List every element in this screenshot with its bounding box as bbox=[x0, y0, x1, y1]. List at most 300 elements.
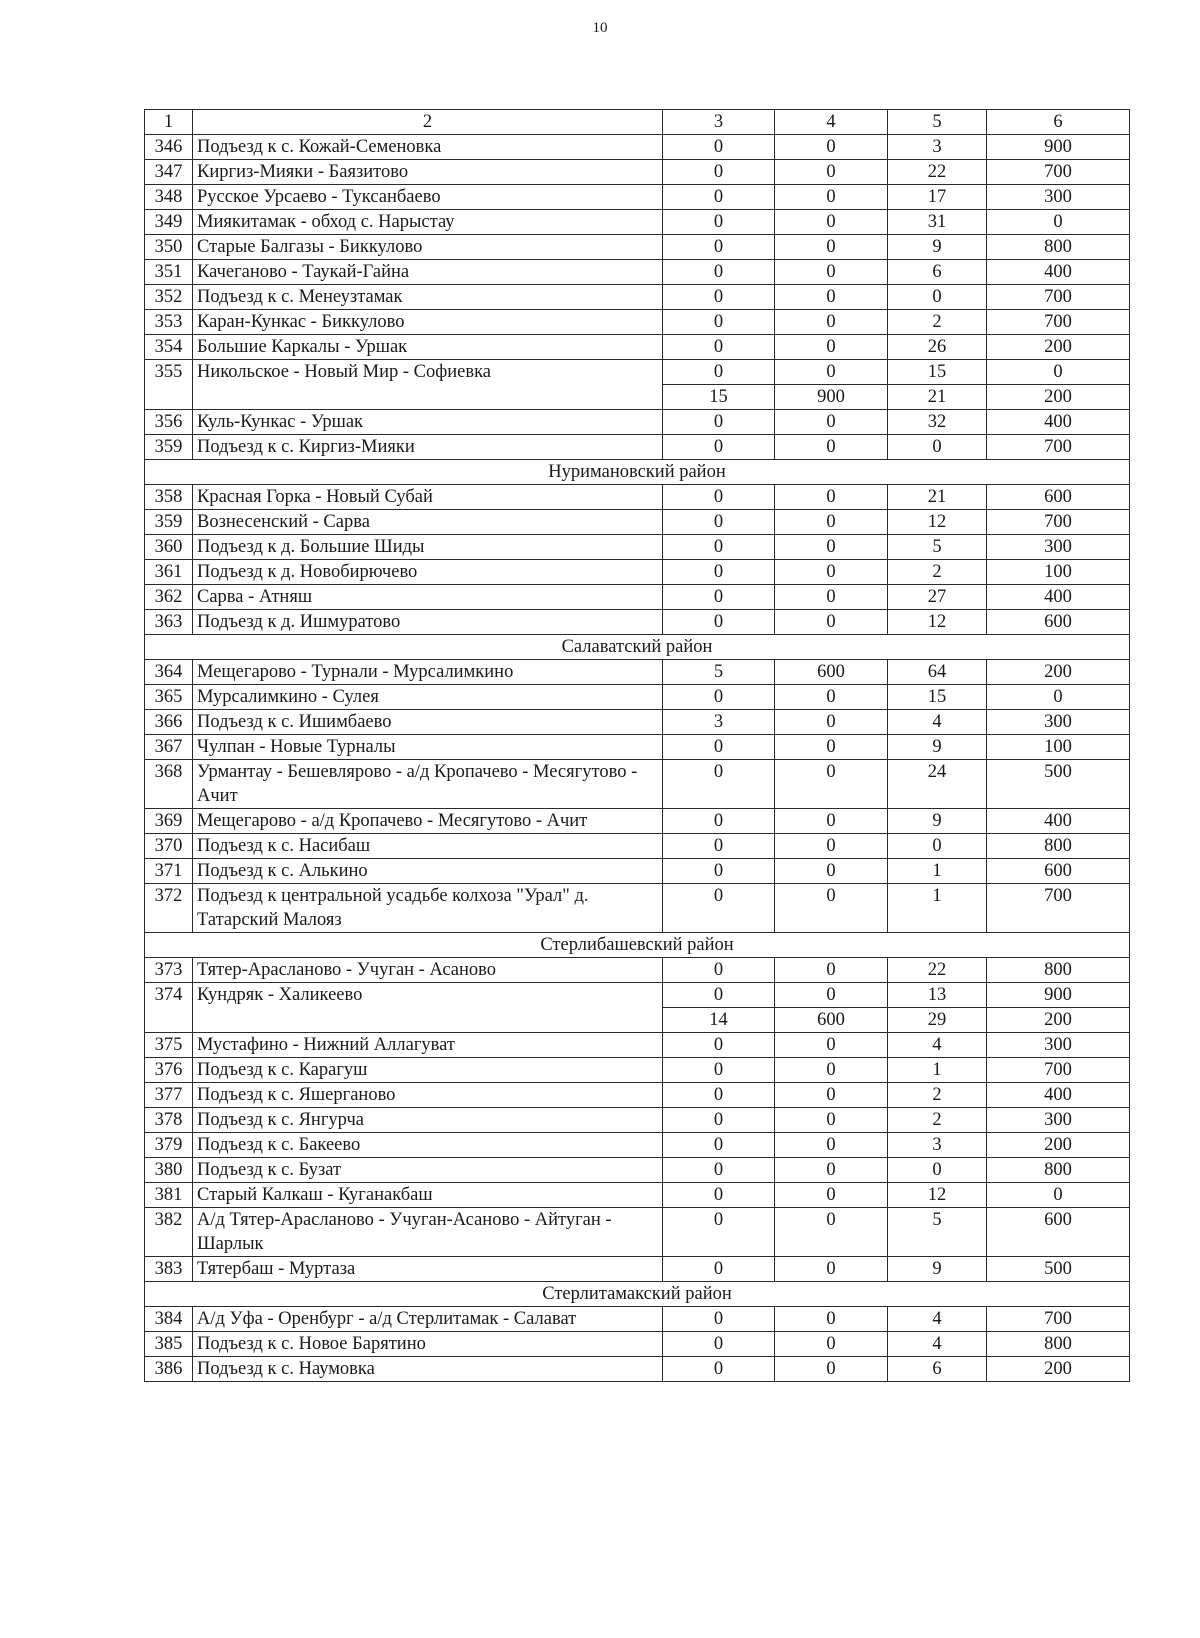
value-col-4: 0 bbox=[775, 360, 888, 385]
road-name: Каран-Кункас - Биккулово bbox=[193, 310, 663, 335]
table-row bbox=[145, 1208, 1130, 1257]
table-row bbox=[145, 510, 1130, 535]
value-col-6: 700 bbox=[987, 285, 1130, 310]
value-col-6: 500 bbox=[987, 760, 1130, 809]
page-number: 10 bbox=[592, 20, 608, 36]
table-row bbox=[145, 435, 1130, 460]
value-col-4: 0 bbox=[775, 983, 888, 1008]
road-name: Киргиз-Мияки - Баязитово bbox=[193, 160, 663, 185]
table-row bbox=[145, 285, 1130, 310]
table-row bbox=[145, 1033, 1130, 1058]
row-number: 375 bbox=[145, 1033, 193, 1058]
value-col-4: 0 bbox=[775, 884, 888, 933]
value-col-6: 300 bbox=[987, 710, 1130, 735]
table-row bbox=[145, 1357, 1130, 1382]
value-col-3: 0 bbox=[663, 585, 775, 610]
road-name: Вознесенский - Сарва bbox=[193, 510, 663, 535]
value-col-5: 4 bbox=[888, 710, 987, 735]
road-name: Подъезд к с. Алькино bbox=[193, 859, 663, 884]
table-row bbox=[145, 360, 1130, 385]
value-col-4: 0 bbox=[775, 1307, 888, 1332]
value-col-5: 0 bbox=[888, 1158, 987, 1183]
table-row bbox=[145, 210, 1130, 235]
value-col-6: 500 bbox=[987, 1257, 1130, 1282]
value-col-6: 400 bbox=[987, 585, 1130, 610]
district-heading-row bbox=[145, 460, 1130, 485]
value-col-4: 0 bbox=[775, 958, 888, 983]
road-name: Подъезд к с. Киргиз-Мияки bbox=[193, 435, 663, 460]
value-col-3: 0 bbox=[663, 310, 775, 335]
road-name: А/д Тятер-Арасланово - Учуган-Асаново - Айтуган - Шарлык bbox=[193, 1208, 663, 1257]
district-heading-row bbox=[145, 933, 1130, 958]
value-col-3: 0 bbox=[663, 1307, 775, 1332]
road-name: Подъезд к с. Насибаш bbox=[193, 834, 663, 859]
value-col-5: 6 bbox=[888, 1357, 987, 1382]
value-col-5: 9 bbox=[888, 735, 987, 760]
value-col-4: 0 bbox=[775, 1108, 888, 1133]
table-row bbox=[145, 310, 1130, 335]
table-row bbox=[145, 884, 1130, 933]
value-col-3: 0 bbox=[663, 510, 775, 535]
value-col-4: 0 bbox=[775, 485, 888, 510]
row-number: 373 bbox=[145, 958, 193, 983]
value-col-3: 0 bbox=[663, 809, 775, 834]
road-name: Подъезд к центральной усадьбе колхоза "Урал" д. Татарский Малояз bbox=[193, 884, 663, 933]
road-name: Подъезд к д. Новобирючево bbox=[193, 560, 663, 585]
table-row bbox=[145, 1108, 1130, 1133]
value-col-5: 64 bbox=[888, 660, 987, 685]
road-name: Старые Балгазы - Биккулово bbox=[193, 235, 663, 260]
table-row bbox=[145, 585, 1130, 610]
header-cell: 2 bbox=[193, 110, 663, 135]
row-number: 354 bbox=[145, 335, 193, 360]
table-row bbox=[145, 1133, 1130, 1158]
value-col-4: 0 bbox=[775, 285, 888, 310]
value-col-4: 0 bbox=[775, 135, 888, 160]
value-col-5: 31 bbox=[888, 210, 987, 235]
value-col-6: 400 bbox=[987, 410, 1130, 435]
value-col-5: 15 bbox=[888, 685, 987, 710]
value-col-3: 0 bbox=[663, 685, 775, 710]
road-name: Никольское - Новый Мир - Софиевка bbox=[193, 360, 663, 410]
road-name: Подъезд к с. Бакеево bbox=[193, 1133, 663, 1158]
value-col-5: 21 bbox=[888, 385, 987, 410]
value-col-5: 9 bbox=[888, 1257, 987, 1282]
row-number: 372 bbox=[145, 884, 193, 933]
value-col-6: 200 bbox=[987, 1357, 1130, 1382]
road-name: Чулпан - Новые Турналы bbox=[193, 735, 663, 760]
value-col-4: 0 bbox=[775, 335, 888, 360]
district-heading: Стерлитамакский район bbox=[145, 1282, 1130, 1307]
road-name: Подъезд к с. Бузат bbox=[193, 1158, 663, 1183]
row-number: 377 bbox=[145, 1083, 193, 1108]
value-col-3: 0 bbox=[663, 884, 775, 933]
value-col-3: 0 bbox=[663, 610, 775, 635]
value-col-4: 0 bbox=[775, 1257, 888, 1282]
value-col-4: 0 bbox=[775, 809, 888, 834]
value-col-5: 0 bbox=[888, 435, 987, 460]
row-number: 380 bbox=[145, 1158, 193, 1183]
value-col-6: 700 bbox=[987, 1307, 1130, 1332]
table-row bbox=[145, 260, 1130, 285]
road-name: Подъезд к с. Ишимбаево bbox=[193, 710, 663, 735]
row-number: 359 bbox=[145, 435, 193, 460]
row-number: 356 bbox=[145, 410, 193, 435]
road-name: Сарва - Атняш bbox=[193, 585, 663, 610]
row-number: 378 bbox=[145, 1108, 193, 1133]
value-col-4: 0 bbox=[775, 834, 888, 859]
value-col-5: 4 bbox=[888, 1332, 987, 1357]
road-name: Миякитамак - обход с. Нарыстау bbox=[193, 210, 663, 235]
row-number: 379 bbox=[145, 1133, 193, 1158]
value-col-3: 15 bbox=[663, 385, 775, 410]
table-row bbox=[145, 185, 1130, 210]
row-number: 364 bbox=[145, 660, 193, 685]
row-number: 365 bbox=[145, 685, 193, 710]
value-col-5: 13 bbox=[888, 983, 987, 1008]
value-col-5: 12 bbox=[888, 610, 987, 635]
value-col-4: 0 bbox=[775, 435, 888, 460]
table-row bbox=[145, 560, 1130, 585]
value-col-6: 600 bbox=[987, 610, 1130, 635]
value-col-4: 0 bbox=[775, 1332, 888, 1357]
value-col-4: 0 bbox=[775, 710, 888, 735]
value-col-5: 0 bbox=[888, 285, 987, 310]
value-col-3: 0 bbox=[663, 1083, 775, 1108]
road-name: Подъезд к с. Карагуш bbox=[193, 1058, 663, 1083]
value-col-4: 0 bbox=[775, 760, 888, 809]
value-col-4: 0 bbox=[775, 185, 888, 210]
value-col-4: 0 bbox=[775, 260, 888, 285]
value-col-3: 3 bbox=[663, 710, 775, 735]
value-col-6: 200 bbox=[987, 1133, 1130, 1158]
value-col-6: 0 bbox=[987, 1183, 1130, 1208]
value-col-6: 300 bbox=[987, 185, 1130, 210]
value-col-4: 0 bbox=[775, 1058, 888, 1083]
value-col-3: 0 bbox=[663, 285, 775, 310]
value-col-6: 700 bbox=[987, 1058, 1130, 1083]
value-col-6: 900 bbox=[987, 135, 1130, 160]
table-row bbox=[145, 1257, 1130, 1282]
value-col-4: 0 bbox=[775, 235, 888, 260]
value-col-6: 400 bbox=[987, 1083, 1130, 1108]
road-name: Подъезд к с. Менеузтамак bbox=[193, 285, 663, 310]
value-col-4: 0 bbox=[775, 610, 888, 635]
road-name: Тятер-Арасланово - Учуган - Асаново bbox=[193, 958, 663, 983]
value-col-5: 22 bbox=[888, 160, 987, 185]
value-col-5: 9 bbox=[888, 235, 987, 260]
table-row bbox=[145, 1058, 1130, 1083]
table-row bbox=[145, 160, 1130, 185]
header-cell: 3 bbox=[663, 110, 775, 135]
table-row bbox=[145, 710, 1130, 735]
value-col-6: 100 bbox=[987, 735, 1130, 760]
value-col-6: 700 bbox=[987, 510, 1130, 535]
table-row bbox=[145, 610, 1130, 635]
road-name: Подъезд к д. Ишмуратово bbox=[193, 610, 663, 635]
value-col-3: 0 bbox=[663, 535, 775, 560]
row-number: 371 bbox=[145, 859, 193, 884]
value-col-6: 0 bbox=[987, 210, 1130, 235]
value-col-4: 0 bbox=[775, 410, 888, 435]
table-header-row bbox=[145, 110, 1130, 135]
row-number: 376 bbox=[145, 1058, 193, 1083]
value-col-3: 0 bbox=[663, 1183, 775, 1208]
district-heading-row bbox=[145, 1282, 1130, 1307]
value-col-3: 0 bbox=[663, 160, 775, 185]
road-name: Подъезд к с. Яшерганово bbox=[193, 1083, 663, 1108]
value-col-6: 600 bbox=[987, 859, 1130, 884]
value-col-5: 3 bbox=[888, 1133, 987, 1158]
value-col-5: 29 bbox=[888, 1008, 987, 1033]
value-col-4: 0 bbox=[775, 310, 888, 335]
value-col-3: 0 bbox=[663, 859, 775, 884]
value-col-6: 300 bbox=[987, 1108, 1130, 1133]
value-col-5: 1 bbox=[888, 884, 987, 933]
row-number: 352 bbox=[145, 285, 193, 310]
value-col-5: 6 bbox=[888, 260, 987, 285]
road-name: Урмантау - Бешевлярово - а/д Кропачево - Месягутово - Ачит bbox=[193, 760, 663, 809]
value-col-4: 0 bbox=[775, 560, 888, 585]
value-col-3: 0 bbox=[663, 958, 775, 983]
table-row bbox=[145, 1183, 1130, 1208]
row-number: 386 bbox=[145, 1357, 193, 1382]
value-col-5: 2 bbox=[888, 560, 987, 585]
value-col-3: 0 bbox=[663, 1208, 775, 1257]
value-col-6: 900 bbox=[987, 983, 1130, 1008]
row-number: 359 bbox=[145, 510, 193, 535]
value-col-4: 0 bbox=[775, 1033, 888, 1058]
value-col-5: 24 bbox=[888, 760, 987, 809]
table-row bbox=[145, 735, 1130, 760]
value-col-6: 300 bbox=[987, 1033, 1130, 1058]
value-col-6: 800 bbox=[987, 958, 1130, 983]
value-col-4: 0 bbox=[775, 1083, 888, 1108]
row-number: 363 bbox=[145, 610, 193, 635]
table-row bbox=[145, 760, 1130, 809]
road-name: Подъезд к с. Новое Барятино bbox=[193, 1332, 663, 1357]
value-col-3: 14 bbox=[663, 1008, 775, 1033]
road-name: Старый Калкаш - Куганакбаш bbox=[193, 1183, 663, 1208]
road-name: Русское Урсаево - Туксанбаево bbox=[193, 185, 663, 210]
road-name: Мещегарово - Турнали - Мурсалимкино bbox=[193, 660, 663, 685]
value-col-3: 0 bbox=[663, 260, 775, 285]
table-row bbox=[145, 1307, 1130, 1332]
row-number: 360 bbox=[145, 535, 193, 560]
value-col-3: 0 bbox=[663, 185, 775, 210]
road-name: Кундряк - Халикеево bbox=[193, 983, 663, 1033]
value-col-4: 0 bbox=[775, 160, 888, 185]
row-number: 358 bbox=[145, 485, 193, 510]
table-row bbox=[145, 335, 1130, 360]
header-cell: 6 bbox=[987, 110, 1130, 135]
road-name: Мустафино - Нижний Аллагуват bbox=[193, 1033, 663, 1058]
table-row bbox=[145, 958, 1130, 983]
value-col-3: 0 bbox=[663, 1058, 775, 1083]
value-col-4: 0 bbox=[775, 210, 888, 235]
value-col-4: 0 bbox=[775, 1158, 888, 1183]
value-col-4: 900 bbox=[775, 385, 888, 410]
table-row bbox=[145, 485, 1130, 510]
value-col-4: 600 bbox=[775, 1008, 888, 1033]
row-number: 361 bbox=[145, 560, 193, 585]
table-row bbox=[145, 660, 1130, 685]
district-heading: Нуримановский район bbox=[145, 460, 1130, 485]
row-number: 368 bbox=[145, 760, 193, 809]
value-col-4: 0 bbox=[775, 859, 888, 884]
value-col-3: 0 bbox=[663, 1332, 775, 1357]
value-col-4: 0 bbox=[775, 1133, 888, 1158]
table-row bbox=[145, 983, 1130, 1008]
value-col-6: 400 bbox=[987, 260, 1130, 285]
row-number: 384 bbox=[145, 1307, 193, 1332]
value-col-3: 0 bbox=[663, 834, 775, 859]
value-col-5: 12 bbox=[888, 1183, 987, 1208]
road-name: Мурсалимкино - Сулея bbox=[193, 685, 663, 710]
value-col-5: 4 bbox=[888, 1307, 987, 1332]
row-number: 366 bbox=[145, 710, 193, 735]
value-col-3: 5 bbox=[663, 660, 775, 685]
value-col-6: 200 bbox=[987, 660, 1130, 685]
value-col-5: 15 bbox=[888, 360, 987, 385]
district-heading: Стерлибашевский район bbox=[145, 933, 1130, 958]
value-col-3: 0 bbox=[663, 1158, 775, 1183]
table-row bbox=[145, 859, 1130, 884]
table-row bbox=[145, 1158, 1130, 1183]
value-col-4: 0 bbox=[775, 510, 888, 535]
row-number: 362 bbox=[145, 585, 193, 610]
value-col-3: 0 bbox=[663, 135, 775, 160]
roads-table bbox=[144, 109, 1130, 1382]
value-col-6: 800 bbox=[987, 235, 1130, 260]
value-col-6: 100 bbox=[987, 560, 1130, 585]
value-col-6: 700 bbox=[987, 310, 1130, 335]
value-col-3: 0 bbox=[663, 1108, 775, 1133]
value-col-3: 0 bbox=[663, 435, 775, 460]
road-name: Подъезд к с. Наумовка bbox=[193, 1357, 663, 1382]
road-name: Большие Каркалы - Уршак bbox=[193, 335, 663, 360]
value-col-5: 0 bbox=[888, 834, 987, 859]
value-col-6: 800 bbox=[987, 834, 1130, 859]
value-col-5: 5 bbox=[888, 535, 987, 560]
value-col-5: 2 bbox=[888, 1108, 987, 1133]
row-number: 382 bbox=[145, 1208, 193, 1257]
value-col-5: 9 bbox=[888, 809, 987, 834]
value-col-3: 0 bbox=[663, 235, 775, 260]
value-col-6: 600 bbox=[987, 1208, 1130, 1257]
road-name: Куль-Кункас - Уршак bbox=[193, 410, 663, 435]
value-col-5: 26 bbox=[888, 335, 987, 360]
row-number: 369 bbox=[145, 809, 193, 834]
value-col-5: 3 bbox=[888, 135, 987, 160]
row-number: 370 bbox=[145, 834, 193, 859]
header-cell: 1 bbox=[145, 110, 193, 135]
row-number: 351 bbox=[145, 260, 193, 285]
road-name: Качеганово - Таукай-Гайна bbox=[193, 260, 663, 285]
district-heading-row bbox=[145, 635, 1130, 660]
table-row bbox=[145, 535, 1130, 560]
road-name: Красная Горка - Новый Субай bbox=[193, 485, 663, 510]
road-name: Тятербаш - Муртаза bbox=[193, 1257, 663, 1282]
value-col-3: 0 bbox=[663, 360, 775, 385]
value-col-3: 0 bbox=[663, 560, 775, 585]
header-cell: 5 bbox=[888, 110, 987, 135]
value-col-5: 17 bbox=[888, 185, 987, 210]
value-col-3: 0 bbox=[663, 485, 775, 510]
value-col-5: 4 bbox=[888, 1033, 987, 1058]
value-col-6: 800 bbox=[987, 1158, 1130, 1183]
road-name: Мещегарово - а/д Кропачево - Месягутово - Ачит bbox=[193, 809, 663, 834]
value-col-3: 0 bbox=[663, 983, 775, 1008]
road-name: Подъезд к д. Большие Шиды bbox=[193, 535, 663, 560]
value-col-4: 0 bbox=[775, 1183, 888, 1208]
value-col-3: 0 bbox=[663, 410, 775, 435]
district-heading: Салаватский район bbox=[145, 635, 1130, 660]
table-row bbox=[145, 235, 1130, 260]
row-number: 347 bbox=[145, 160, 193, 185]
table-row bbox=[145, 1332, 1130, 1357]
value-col-6: 800 bbox=[987, 1332, 1130, 1357]
value-col-4: 600 bbox=[775, 660, 888, 685]
value-col-4: 0 bbox=[775, 1208, 888, 1257]
row-number: 350 bbox=[145, 235, 193, 260]
value-col-5: 1 bbox=[888, 1058, 987, 1083]
table-row bbox=[145, 809, 1130, 834]
value-col-5: 1 bbox=[888, 859, 987, 884]
value-col-6: 700 bbox=[987, 435, 1130, 460]
value-col-3: 0 bbox=[663, 1033, 775, 1058]
table-row bbox=[145, 135, 1130, 160]
road-name: Подъезд к с. Янгурча bbox=[193, 1108, 663, 1133]
row-number: 348 bbox=[145, 185, 193, 210]
value-col-4: 0 bbox=[775, 1357, 888, 1382]
value-col-6: 0 bbox=[987, 685, 1130, 710]
value-col-6: 400 bbox=[987, 809, 1130, 834]
value-col-5: 27 bbox=[888, 585, 987, 610]
table-row bbox=[145, 834, 1130, 859]
row-number: 385 bbox=[145, 1332, 193, 1357]
value-col-6: 700 bbox=[987, 884, 1130, 933]
road-name: Подъезд к с. Кожай-Семеновка bbox=[193, 135, 663, 160]
value-col-4: 0 bbox=[775, 685, 888, 710]
value-col-5: 32 bbox=[888, 410, 987, 435]
value-col-3: 0 bbox=[663, 1257, 775, 1282]
row-number: 381 bbox=[145, 1183, 193, 1208]
table-row bbox=[145, 685, 1130, 710]
header-cell: 4 bbox=[775, 110, 888, 135]
row-number: 383 bbox=[145, 1257, 193, 1282]
value-col-5: 22 bbox=[888, 958, 987, 983]
value-col-4: 0 bbox=[775, 535, 888, 560]
value-col-3: 0 bbox=[663, 760, 775, 809]
value-col-6: 200 bbox=[987, 385, 1130, 410]
road-name: А/д Уфа - Оренбург - а/д Стерлитамак - Салават bbox=[193, 1307, 663, 1332]
row-number: 374 bbox=[145, 983, 193, 1033]
value-col-6: 600 bbox=[987, 485, 1130, 510]
value-col-5: 2 bbox=[888, 310, 987, 335]
value-col-3: 0 bbox=[663, 1357, 775, 1382]
value-col-6: 200 bbox=[987, 335, 1130, 360]
value-col-5: 21 bbox=[888, 485, 987, 510]
table-row bbox=[145, 1083, 1130, 1108]
value-col-3: 0 bbox=[663, 1133, 775, 1158]
row-number: 367 bbox=[145, 735, 193, 760]
value-col-6: 200 bbox=[987, 1008, 1130, 1033]
row-number: 353 bbox=[145, 310, 193, 335]
table-row bbox=[145, 410, 1130, 435]
value-col-6: 700 bbox=[987, 160, 1130, 185]
value-col-4: 0 bbox=[775, 585, 888, 610]
